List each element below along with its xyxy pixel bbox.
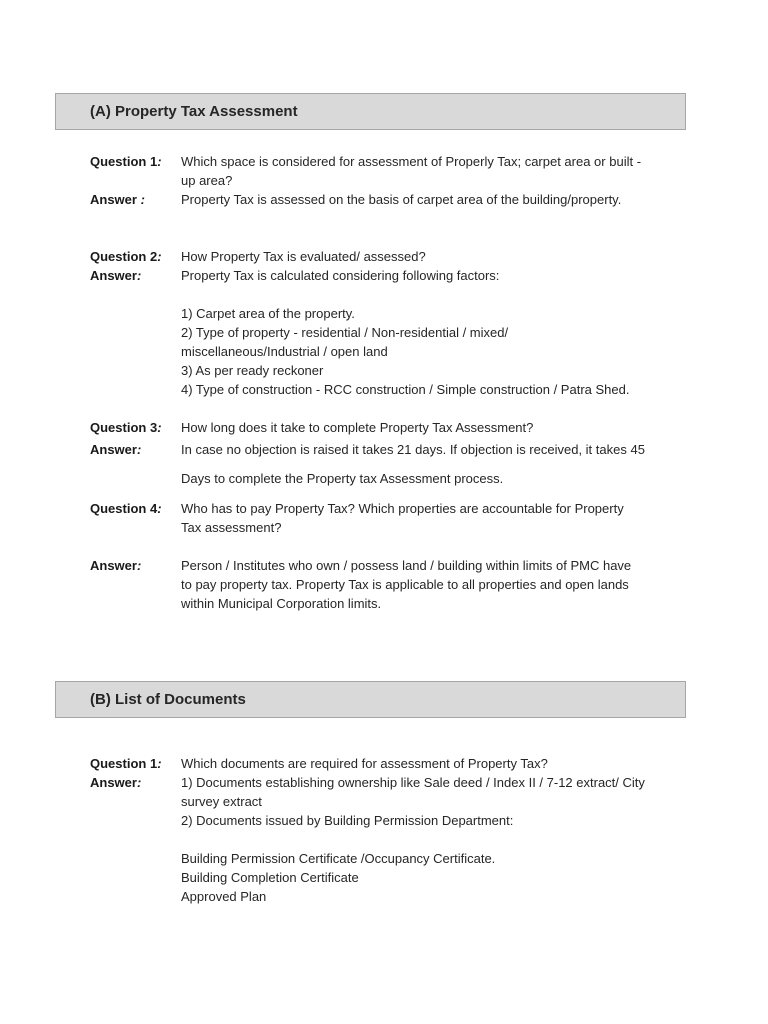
a-q2-factor-4: 4) Type of construction - RCC construction / Simple construction / Patra Shed. bbox=[181, 382, 630, 397]
a-q4-answer-line-1: Person / Institutes who own / possess land / building within limits of PMC have bbox=[181, 558, 632, 573]
b-q1-question-label: Question 1 bbox=[90, 756, 158, 771]
a-q3-answer-line-1: In case no objection is raised it takes 21 days. If objection is received, it takes 45 bbox=[181, 442, 645, 457]
a-q4-answer-label: Answer bbox=[90, 558, 137, 573]
a-q1-answer-line-1: Property Tax is assessed on the basis of carpet area of the building/property. bbox=[181, 192, 622, 207]
b-q1-question-line-1: Which documents are required for assessment of Property Tax? bbox=[181, 756, 548, 771]
a-q4-answer-line-2: to pay property tax. Property Tax is applicable to all properties and open lands bbox=[181, 577, 629, 592]
a-q2-answer-label: Answer bbox=[90, 268, 137, 283]
a-q2-factor-1: 1) Carpet area of the property. bbox=[181, 306, 355, 321]
a-q2-factor-2-cont: miscellaneous/Industrial / open land bbox=[181, 344, 388, 359]
section-a-header bbox=[55, 93, 686, 130]
a-q2-question-line-1: How Property Tax is evaluated/ assessed? bbox=[181, 249, 426, 264]
b-q1-doc-3: Approved Plan bbox=[181, 889, 267, 904]
b-q1-answer-line-3: 2) Documents issued by Building Permission Department: bbox=[181, 813, 514, 828]
b-q1-answer-line-2: survey extract bbox=[181, 794, 262, 809]
a-q2-question-label: Question 2 bbox=[90, 249, 158, 264]
a-q4-answer-line-3: within Municipal Corporation limits. bbox=[181, 596, 382, 611]
section-b-header bbox=[55, 681, 686, 718]
a-q2-factor-3: 3) As per ready reckoner bbox=[181, 363, 324, 378]
b-q1-answer-label: Answer bbox=[90, 775, 137, 790]
a-q3-question-line-1: How long does it take to complete Property Tax Assessment? bbox=[181, 420, 534, 435]
b-q1-doc-2: Building Completion Certificate bbox=[181, 870, 359, 885]
a-q3-answer-label: Answer bbox=[90, 442, 137, 457]
a-q1-question-line-2: up area? bbox=[181, 173, 233, 188]
a-q3-question-label: Question 3 bbox=[90, 420, 158, 435]
a-q4-question-line-1: Who has to pay Property Tax? Which properties are accountable for Property bbox=[181, 501, 624, 516]
a-q1-answer-label: Answer bbox=[90, 192, 141, 207]
a-q3-answer-line-2: Days to complete the Property tax Assessment process. bbox=[181, 471, 504, 486]
a-q4-question-line-2: Tax assessment? bbox=[181, 520, 282, 535]
section-a-title: (A) Property Tax Assessment bbox=[90, 103, 298, 120]
a-q2-answer-line-1: Property Tax is calculated considering following factors: bbox=[181, 268, 500, 283]
a-q2-factor-2: 2) Type of property - residential / Non-residential / mixed/ bbox=[181, 325, 509, 340]
a-q1-question-line-1: Which space is considered for assessment of Properly Tax; carpet area or built - bbox=[181, 154, 642, 169]
b-q1-answer-line-1: 1) Documents establishing ownership like Sale deed / Index II / 7-12 extract/ City bbox=[181, 775, 645, 790]
a-q4-question-label: Question 4 bbox=[90, 501, 158, 516]
b-q1-doc-1: Building Permission Certificate /Occupancy Certificate. bbox=[181, 851, 496, 866]
a-q1-question-label: Question 1 bbox=[90, 154, 158, 169]
section-b-title: (B) List of Documents bbox=[90, 691, 246, 708]
